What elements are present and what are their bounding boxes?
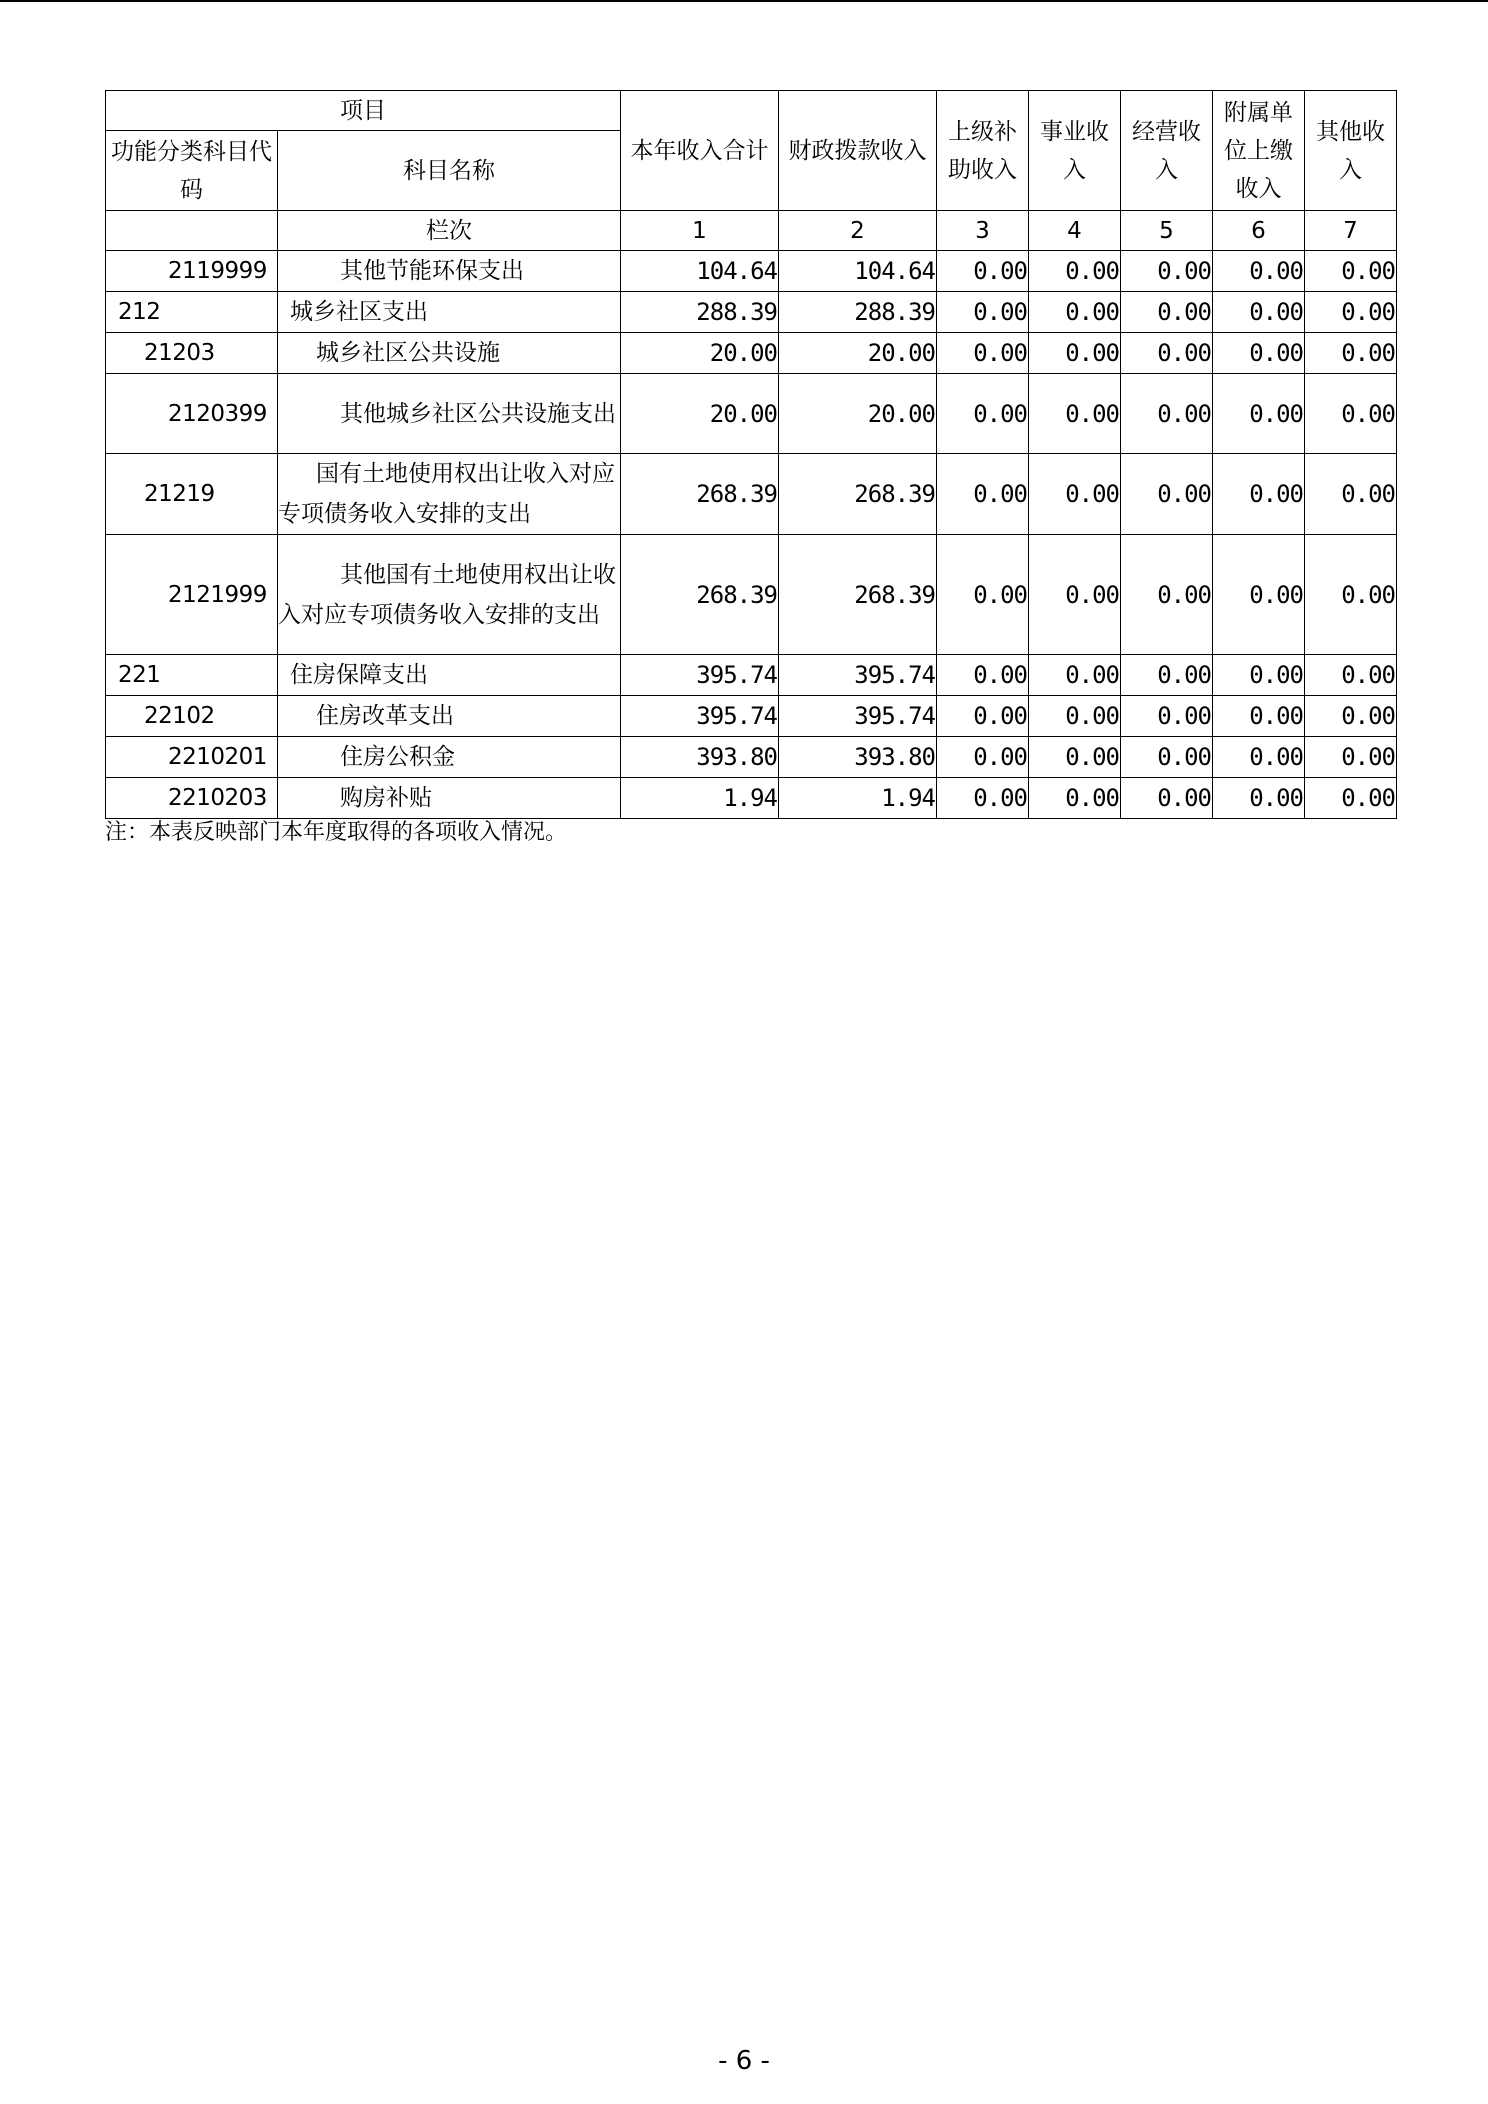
row-name: 城乡社区公共设施 <box>278 333 621 374</box>
row-name-text: 其他城乡社区公共设施支出 <box>340 400 616 427</box>
row-value: 0.00 <box>1121 778 1213 819</box>
row-name-text: 国有土地使用权出让收入对应专项债务收入安排的支出 <box>278 461 615 527</box>
row-value: 395.74 <box>779 696 937 737</box>
row-value: 20.00 <box>779 333 937 374</box>
row-value: 20.00 <box>779 374 937 454</box>
row-value: 0.00 <box>1121 737 1213 778</box>
row-value: 0.00 <box>937 737 1029 778</box>
row-value: 0.00 <box>937 778 1029 819</box>
header-code-col: 功能分类科目代码 <box>106 131 278 211</box>
row-value: 0.00 <box>1213 778 1305 819</box>
row-name <box>278 535 621 655</box>
row-value: 395.74 <box>779 655 937 696</box>
row-value: 0.00 <box>937 251 1029 292</box>
header-col-7: 其他收入 <box>1305 91 1397 211</box>
row-code: 2210203 <box>106 778 278 819</box>
row-name <box>278 374 621 454</box>
table-row <box>106 374 1397 454</box>
row-value: 0.00 <box>1305 251 1397 292</box>
row-name: 购房补贴 <box>278 778 621 819</box>
row-name-text: 其他国有土地使用权出让收入对应专项债务收入安排的支出 <box>278 561 616 628</box>
col-number-5: 5 <box>1121 211 1213 251</box>
row-value: 268.39 <box>621 535 779 655</box>
row-value: 0.00 <box>1121 454 1213 535</box>
row-code: 21219 <box>106 454 278 535</box>
row-code: 2120399 <box>106 374 278 454</box>
row-code: 2121999 <box>106 535 278 655</box>
row-value: 0.00 <box>1213 696 1305 737</box>
row-value: 0.00 <box>1213 251 1305 292</box>
row-value: 0.00 <box>1213 655 1305 696</box>
table-note: 注：本表反映部门本年度取得的各项收入情况。 <box>105 820 568 845</box>
top-border-line <box>0 0 1488 2</box>
col-number-4: 4 <box>1029 211 1121 251</box>
row-value: 0.00 <box>1305 374 1397 454</box>
row-value: 0.00 <box>937 292 1029 333</box>
row-value: 0.00 <box>1213 333 1305 374</box>
row-value: 395.74 <box>621 696 779 737</box>
income-table-container <box>105 90 1397 819</box>
table-row <box>106 333 1397 374</box>
row-code: 21203 <box>106 333 278 374</box>
header-col-3: 上级补助收入 <box>937 91 1029 211</box>
row-value: 0.00 <box>937 333 1029 374</box>
row-value: 104.64 <box>621 251 779 292</box>
row-value: 393.80 <box>779 737 937 778</box>
row-value: 0.00 <box>1121 535 1213 655</box>
row-value: 0.00 <box>1121 292 1213 333</box>
header-lanci: 栏次 <box>278 211 621 251</box>
row-code: 221 <box>106 655 278 696</box>
row-value: 0.00 <box>1213 454 1305 535</box>
row-value: 0.00 <box>1029 696 1121 737</box>
row-value: 1.94 <box>621 778 779 819</box>
row-value: 0.00 <box>1305 655 1397 696</box>
header-col-2: 财政拨款收入 <box>779 91 937 211</box>
row-value: 0.00 <box>937 374 1029 454</box>
table-row <box>106 454 1397 535</box>
row-value: 268.39 <box>621 454 779 535</box>
row-value: 0.00 <box>1029 454 1121 535</box>
row-value: 104.64 <box>779 251 937 292</box>
row-name: 其他节能环保支出 <box>278 251 621 292</box>
row-value: 0.00 <box>1305 696 1397 737</box>
col-number-3: 3 <box>937 211 1029 251</box>
row-name: 城乡社区支出 <box>278 292 621 333</box>
row-value: 0.00 <box>1213 374 1305 454</box>
header-col-5: 经营收入 <box>1121 91 1213 211</box>
row-value: 0.00 <box>1121 655 1213 696</box>
row-value: 268.39 <box>779 454 937 535</box>
table-row <box>106 535 1397 655</box>
row-value: 0.00 <box>1305 292 1397 333</box>
table-row <box>106 696 1397 737</box>
row-name: 住房改革支出 <box>278 696 621 737</box>
row-value: 0.00 <box>1305 778 1397 819</box>
row-value: 0.00 <box>1029 374 1121 454</box>
row-name: 住房公积金 <box>278 737 621 778</box>
table-row <box>106 778 1397 819</box>
row-value: 0.00 <box>1305 333 1397 374</box>
row-value: 0.00 <box>1121 696 1213 737</box>
row-value: 20.00 <box>621 333 779 374</box>
row-value: 0.00 <box>1121 374 1213 454</box>
row-value: 0.00 <box>1121 251 1213 292</box>
row-value: 0.00 <box>1029 535 1121 655</box>
row-value: 0.00 <box>1213 737 1305 778</box>
row-value: 0.00 <box>1029 251 1121 292</box>
row-code: 2119999 <box>106 251 278 292</box>
row-code: 212 <box>106 292 278 333</box>
row-value: 0.00 <box>1213 535 1305 655</box>
table-row <box>106 251 1397 292</box>
page-number: - 6 - <box>718 2046 770 2076</box>
header-col-6: 附属单位上缴收入 <box>1213 91 1305 211</box>
lanci-blank-cell <box>106 211 278 251</box>
header-xiangmu: 项目 <box>106 91 621 131</box>
row-value: 0.00 <box>1029 333 1121 374</box>
row-value: 0.00 <box>1305 737 1397 778</box>
row-value: 0.00 <box>1121 333 1213 374</box>
row-value: 395.74 <box>621 655 779 696</box>
row-value: 0.00 <box>1305 535 1397 655</box>
row-value: 20.00 <box>621 374 779 454</box>
row-code: 22102 <box>106 696 278 737</box>
header-col-4: 事业收入 <box>1029 91 1121 211</box>
header-col-1: 本年收入合计 <box>621 91 779 211</box>
row-value: 0.00 <box>1213 292 1305 333</box>
row-value: 0.00 <box>937 535 1029 655</box>
col-number-7: 7 <box>1305 211 1397 251</box>
row-value: 0.00 <box>1029 778 1121 819</box>
col-number-2: 2 <box>779 211 937 251</box>
row-value: 0.00 <box>1029 737 1121 778</box>
table-row <box>106 292 1397 333</box>
income-table <box>105 90 1397 819</box>
row-value: 1.94 <box>779 778 937 819</box>
col-number-1: 1 <box>621 211 779 251</box>
row-value: 0.00 <box>1305 454 1397 535</box>
col-number-6: 6 <box>1213 211 1305 251</box>
row-value: 0.00 <box>937 454 1029 535</box>
row-value: 393.80 <box>621 737 779 778</box>
row-name: 住房保障支出 <box>278 655 621 696</box>
table-row <box>106 655 1397 696</box>
row-value: 0.00 <box>1029 292 1121 333</box>
table-row <box>106 737 1397 778</box>
row-value: 0.00 <box>1029 655 1121 696</box>
row-value: 268.39 <box>779 535 937 655</box>
row-value: 0.00 <box>937 696 1029 737</box>
header-name-col: 科目名称 <box>278 131 621 211</box>
row-value: 288.39 <box>621 292 779 333</box>
row-code: 2210201 <box>106 737 278 778</box>
row-value: 0.00 <box>937 655 1029 696</box>
row-value: 288.39 <box>779 292 937 333</box>
row-name <box>278 454 621 535</box>
